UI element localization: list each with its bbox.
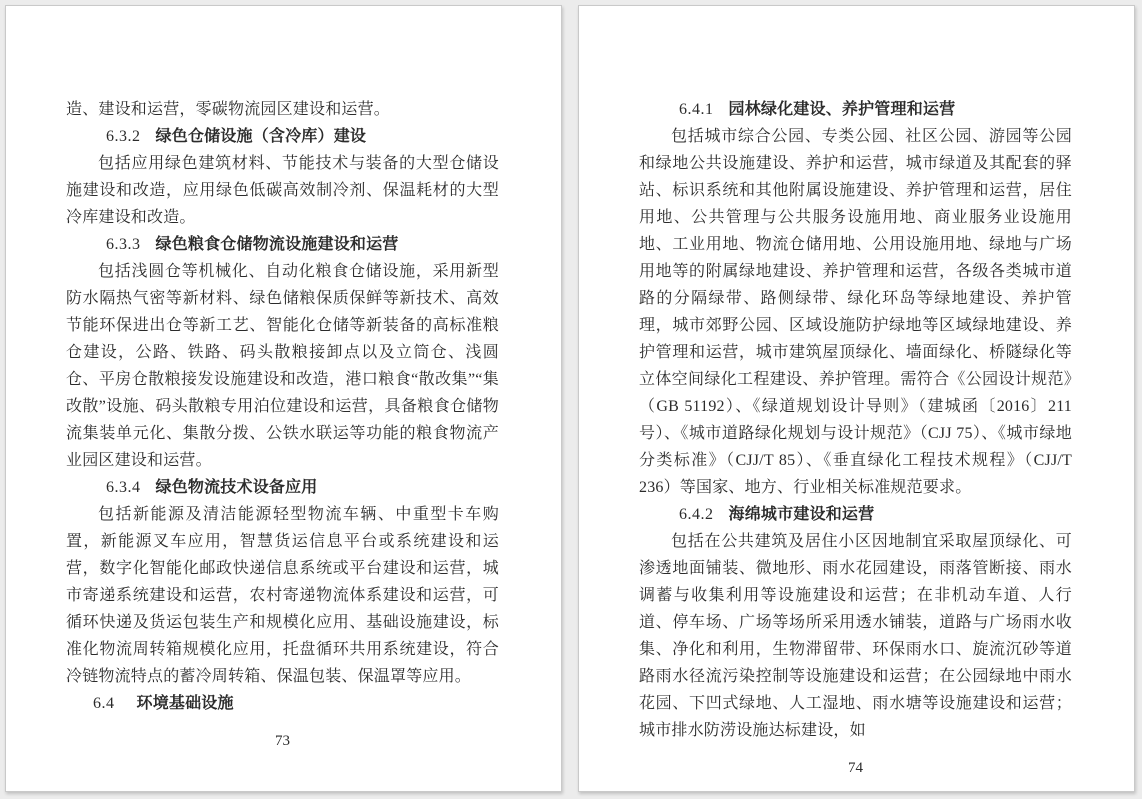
section-heading <box>66 690 499 717</box>
heading-title: 园林绿化建设、养护管理和运营 <box>728 101 956 118</box>
section-heading <box>639 96 1072 123</box>
heading-title: 环境基础设施 <box>136 695 234 712</box>
section-heading <box>639 501 1072 528</box>
page-number: 74 <box>848 760 863 776</box>
page-body-right <box>639 96 1072 744</box>
paragraph: 包括新能源及清洁能源轻型物流车辆、中重型卡车购置，新能源叉车应用，智慧货运信息平台或系统建设和运营，数字化智能化邮政快递信息系统或平台建设和运营，城市寄递系统建设和运营，农村寄递物流体系建设和运营，可循环快递及货运包装生产和规模化应用、基础设施建设，标准化物流周转箱规模化应用，托盘循环共用系统建设，符合冷链物流特点的蓄冷周转箱、保温包装、保温罩等应用。 <box>66 506 499 685</box>
section-heading <box>66 123 499 150</box>
page-left <box>5 5 562 792</box>
page-right <box>578 5 1135 792</box>
paragraph-continuation: 造、建设和运营，零碳物流园区建设和运营。 <box>66 101 391 118</box>
heading-number: 6.4 <box>93 695 115 712</box>
heading-title: 绿色物流技术设备应用 <box>155 479 318 496</box>
page-body-left <box>66 96 499 717</box>
heading-title: 绿色粮食仓储物流设施建设和运营 <box>155 236 399 253</box>
paragraph: 包括应用绿色建筑材料、节能技术与装备的大型仓储设施建设和改造，应用绿色低碳高效制冷剂、保温耗材的大型冷库建设和改造。 <box>66 155 499 226</box>
heading-number: 6.3.2 <box>106 128 141 145</box>
paragraph: 包括在公共建筑及居住小区因地制宜采取屋顶绿化、可渗透地面铺装、微地形、雨水花园建设，雨落管断接、雨水调蓄与收集利用等设施建设和运营；在非机动车道、人行道、停车场、广场等场所采用透水铺装，道路与广场雨水收集、净化和利用，生物滞留带、环保雨水口、旋流沉砂等道路雨水径流污染控制等设施建设和运营；在公园绿地中雨水花园、下凹式绿地、人工湿地、雨水塘等设施建设和运营；城市排水防涝设施达标建设，如 <box>639 533 1072 739</box>
section-heading <box>66 474 499 501</box>
heading-number: 6.4.2 <box>679 506 714 523</box>
heading-number: 6.3.4 <box>106 479 141 496</box>
heading-title: 海绵城市建设和运营 <box>728 506 875 523</box>
paragraph: 包括浅圆仓等机械化、自动化粮食仓储设施，采用新型防水隔热气密等新材料、绿色储粮保质保鲜等新技术、高效节能环保进出仓等新工艺、智能化仓储等新装备的高标准粮仓建设，公路、铁路、码头散粮接卸点以及立筒仓、浅圆仓、平房仓散粮接发设施建设和改造，港口粮食“散改集”“集改散”设施、码头散粮专用泊位建设和运营，具备粮食仓储物流集装单元化、集散分拨、公铁水联运等功能的粮食物流产业园区建设和运营。 <box>66 263 499 469</box>
section-heading <box>66 231 499 258</box>
paragraph: 包括城市综合公园、专类公园、社区公园、游园等公园和绿地公共设施建设、养护和运营，城市绿道及其配套的驿站、标识系统和其他附属设施建设、养护管理和运营，居住用地、公共管理与公共服务设施用地、商业服务业设施用地、工业用地、物流仓储用地、公用设施用地、绿地与广场用地等的附属绿地建设、养护管理和运营，各级各类城市道路的分隔绿带、路侧绿带、绿化环岛等绿地建设、养护管理，城市郊野公园、区域设施防护绿地等区域绿地建设、养护管理和运营，城市建筑屋顶绿化、墙面绿化、桥隧绿化等立体空间绿化工程建设、养护管理。需符合《公园设计规范》（GB 51192）、《绿道规划设计导则》（建城函〔2016〕211 号）、《城市道路绿化规划与设计规范》（CJJ 75）、《城市绿地分类标准》（CJJ/T 85）、《垂直绿化工程技术规程》（CJJ/T 236）等国家、地方、行业相关标准规范要求。 <box>639 128 1072 496</box>
heading-number: 6.3.3 <box>106 236 141 253</box>
heading-number: 6.4.1 <box>679 101 714 118</box>
page-number: 73 <box>275 733 290 749</box>
heading-title: 绿色仓储设施（含冷库）建设 <box>155 128 367 145</box>
